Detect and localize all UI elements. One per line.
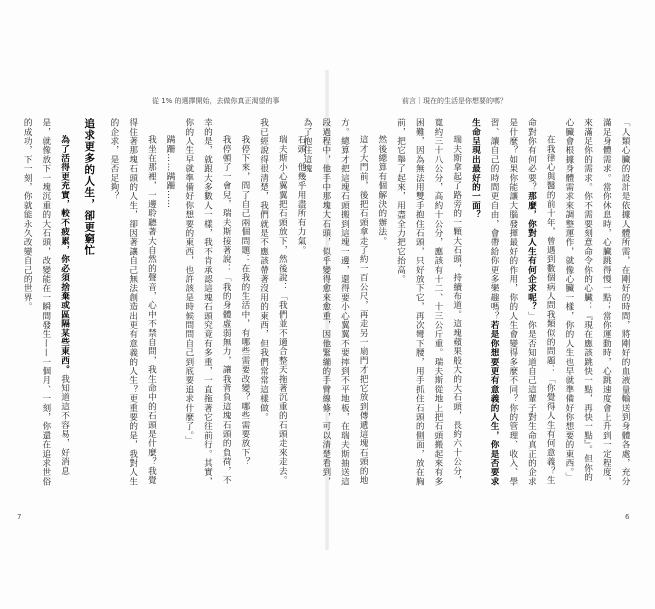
bold-phrase: 那麼，你對人生有何企求呢？ xyxy=(526,191,537,312)
right-page-number: 6 xyxy=(625,513,630,521)
right-paragraph xyxy=(466,118,560,490)
bold-phrase: 若是你想要更有意義的人生，你是否要求生命呈現出最好的一面？ xyxy=(470,118,500,487)
section-heading: 追求更多的人生，卻更窮忙 xyxy=(83,118,96,256)
right-paragraph: 這才大門前，後把石頭拿走了約一百公尺，再走另一扇門才把它放到傳遞這塊石頭的地方。總算才把這塊石頭搬到這塊一邊，還得要小心翼翼不要摔到不平地板，在瑞夫斯抽送這段過程中，他手中那塊大石頭，似乎變得愈來愈重，因他緊繃的手臂線條，可以清楚看到，為了抱住這塊 xyxy=(302,118,369,486)
left-paragraph-bold xyxy=(17,118,73,490)
left-page xyxy=(0,0,327,609)
left-page-number: 7 xyxy=(17,513,22,521)
left-paragraph-rest: 我知道這不容易，好消息是，就像放下一塊沉重的大石頭，改變能在一瞬間發生——一個月、一刻，你還在追求世俗的成功，下一刻，你就能永久改變自己的世界。 xyxy=(22,118,70,486)
left-running-header: 從 1% 的選擇開始，去做你真正渴望的事 xyxy=(152,97,280,105)
text-run: 在我律心與醫的前十年，曾遇到數個病人問我類似的問題：「你覺得人生有何意義？生命對你有何必要？ xyxy=(526,118,556,485)
bold-phrase: 為了活得更充實，較不疲累，你必須捨棄或區隔某些東西。 xyxy=(59,135,70,375)
right-body-text xyxy=(302,118,634,490)
right-paragraph: 「人類心臟的設計是依據人體所需，在剛好的時間，將剛好的血液量輸送到身體各處，充分滿足身體需求。當你休息時，心臟跳得慢一點；當你運動時，心跳速度會上升到一定程度，來滿足你的需求。你不需要刻意命令你的心臟：『現在應該跳快一點，再快一點』。但你的心臟會根據身體需求來調整運作，就像心臟一樣，你的人生也早就準備好你想要的東西。」 xyxy=(563,118,630,486)
right-page xyxy=(302,0,655,609)
right-running-header: 前言｜現在的生活是你想要的嗎？ xyxy=(402,97,507,105)
left-paragraph: 蹒跚……蹒跚…… xyxy=(165,135,176,209)
right-paragraph: 瑞夫斯拿起了路旁的一顆大石頭，持續布道。這塊蘋果般大的大石頭，長約六十公分，寬約三十八公分，高約十公分，應該有十二、十三公斤重。瑞夫斯從地上把石頭搬起來有多困難，因為無法用雙手抱住石頭，只好放下它，再次彎下腰，用手抓住石頭的側面，放在胸前，把它舉了起來，用盡全力把它抬高。 xyxy=(395,118,462,486)
left-paragraph: 我停下來，問了自己兩個問題：在我的生活中，有哪些需要改變？哪些需要放下？ xyxy=(239,135,250,467)
left-body-text xyxy=(22,118,310,490)
left-paragraph: 瑞夫斯小心翼翼把石頭放下，然後說：「我們並不適合整天拖著沉重的石頭走來走去。我已經說得很清楚，我們就是不應該帶著沒用的東西，但我們常常這樣做。 xyxy=(258,118,288,485)
right-paragraph: 然後總算有個解決的辦法。 xyxy=(376,135,387,246)
text-run: 」你是否知道自己這輩子對生命真正的企求是什麼？如果你能讓大腦發揮最好的作用，你的人生會變得多麼不同？你的管理、收入、學習、讓自己的時間更自由，會帶給你更多樂趣嗎？ xyxy=(489,118,537,487)
left-paragraph: 石頭，他幾乎用盡所有力氣。 xyxy=(296,135,306,255)
left-paragraph: 我停頓了一會兒，瑞夫斯接著說：「我的身體虛弱無力，讓我背負這塊石頭的負荷，不幸的是，就跟大多數人一樣，我不肯承認這塊石頭究竟有多重，一直拖著它往前行。其實，你的人生早就準備好你想要的東西，也許該是時候問問自己到底要追求什麼了。」 xyxy=(183,118,232,486)
left-paragraph: 我坐在那裡，一邊聆聽著大自然的聲音，心中不禁自問，我生命中的石頭是什麼？我覺得住著那塊石頭的人生，卻因著讓自己無法創造出更有意義的人生？更重要的是，我對人生的企求，是否足夠？ xyxy=(108,118,157,486)
